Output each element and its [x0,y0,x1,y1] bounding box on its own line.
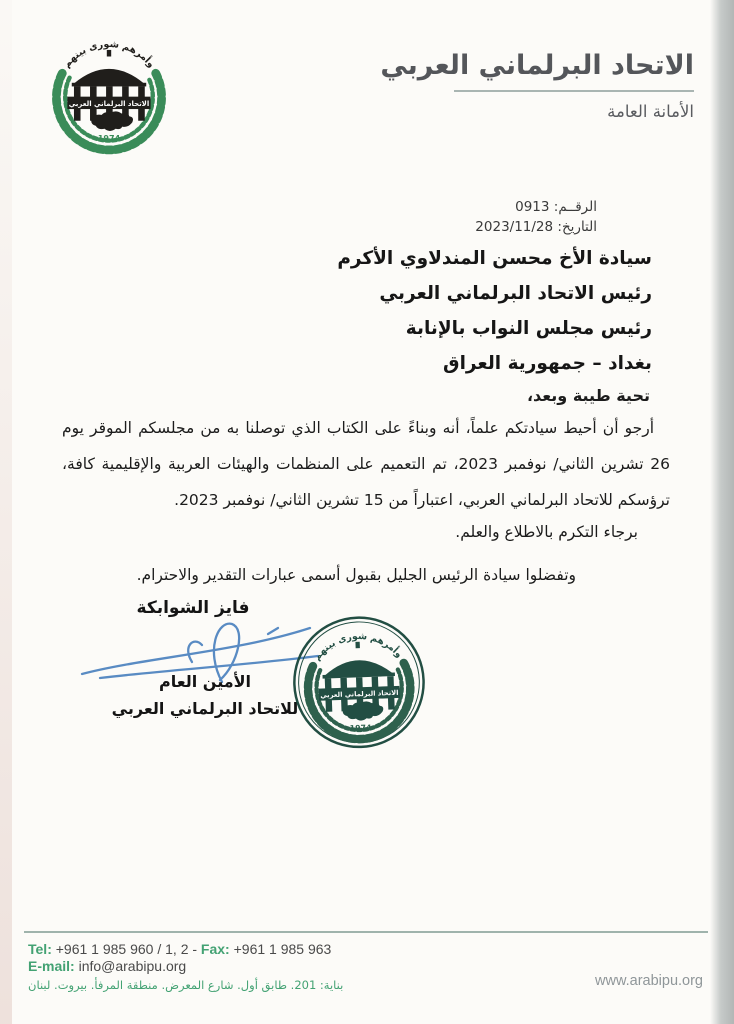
reference-number-line [475,197,597,217]
organization-logo-icon [36,22,182,164]
footer-divider [24,931,708,933]
reference-block [475,197,597,237]
salutation: تحية طيبة وبعد، [526,386,650,405]
request-line: برجاء التكرم بالاطلاع والعلم. [455,523,638,541]
recipient-location-line: بغداد – جمهورية العراق [443,353,652,374]
footer-address-line: بناية: 201. طابق أول. شارع المعرض. منطقة المرفأ. بيروت. لبنان [28,978,344,992]
recipient-title-line-1: رئيس الاتحاد البرلماني العربي [379,283,652,304]
recipient-title-line-2: رئيس مجلس النواب بالإنابة [405,318,652,339]
footer-phone-line [28,941,343,958]
footer-email-line [28,958,343,975]
closing-courtesy-line: وتفضلوا سيادة الرئيس الجليل بقبول أسمى عبارات التقدير والاحترام. [136,566,576,584]
email-value: info@arabipu.org [78,958,187,974]
official-seal-stamp-icon [284,609,435,756]
scan-edge-right [710,0,734,1024]
header-divider [454,90,694,92]
website-url: www.arabipu.org [595,973,703,989]
fax-value: +961 1 985 963 [233,941,332,957]
fax-label: Fax: [200,941,230,957]
scan-edge-left [0,0,12,1024]
recipient-name-line: سيادة الأخ محسن المندلاوي الأكرم [337,248,652,269]
letterhead [380,50,694,121]
reference-date-value: 2023/11/28 [475,219,554,235]
reference-date-line [475,217,597,237]
tel-value: +961 1 985 960 / 1, 2 - [55,941,198,957]
signatory-title-line-2: للاتحاد البرلماني العربي [111,699,299,718]
reference-date-label: التاريخ: [557,219,597,235]
letter-body-paragraph: أرجو أن أحيط سيادتكم علماً، أنه وبناءً على الكتاب الذي توصلنا به من مجلسكم الموقر يوم 26 تشرين الثاني/ نوفمبر 2023، تم التعميم على المنظمات والهيئات العربية والإقليمية كافة، ترؤسكم للاتحاد البرلماني العربي، اعتباراً من 15 تشرين الثاني/ نوفمبر 2023. [62,419,671,509]
email-label: E-mail: [28,958,75,974]
footer-contact-block [28,941,343,994]
signatory-title-line-1: الأمين العام [158,672,252,691]
tel-label: Tel: [28,941,52,957]
reference-number-label: الرقــم: [553,199,597,215]
general-secretariat-subtitle: الأمانة العامة [607,101,694,121]
organization-name: الاتحاد البرلماني العربي [380,50,694,81]
signatory-name: فايز الشوابكة [136,598,250,618]
recipient-block [337,241,652,381]
reference-number-value: 0913 [515,199,550,215]
